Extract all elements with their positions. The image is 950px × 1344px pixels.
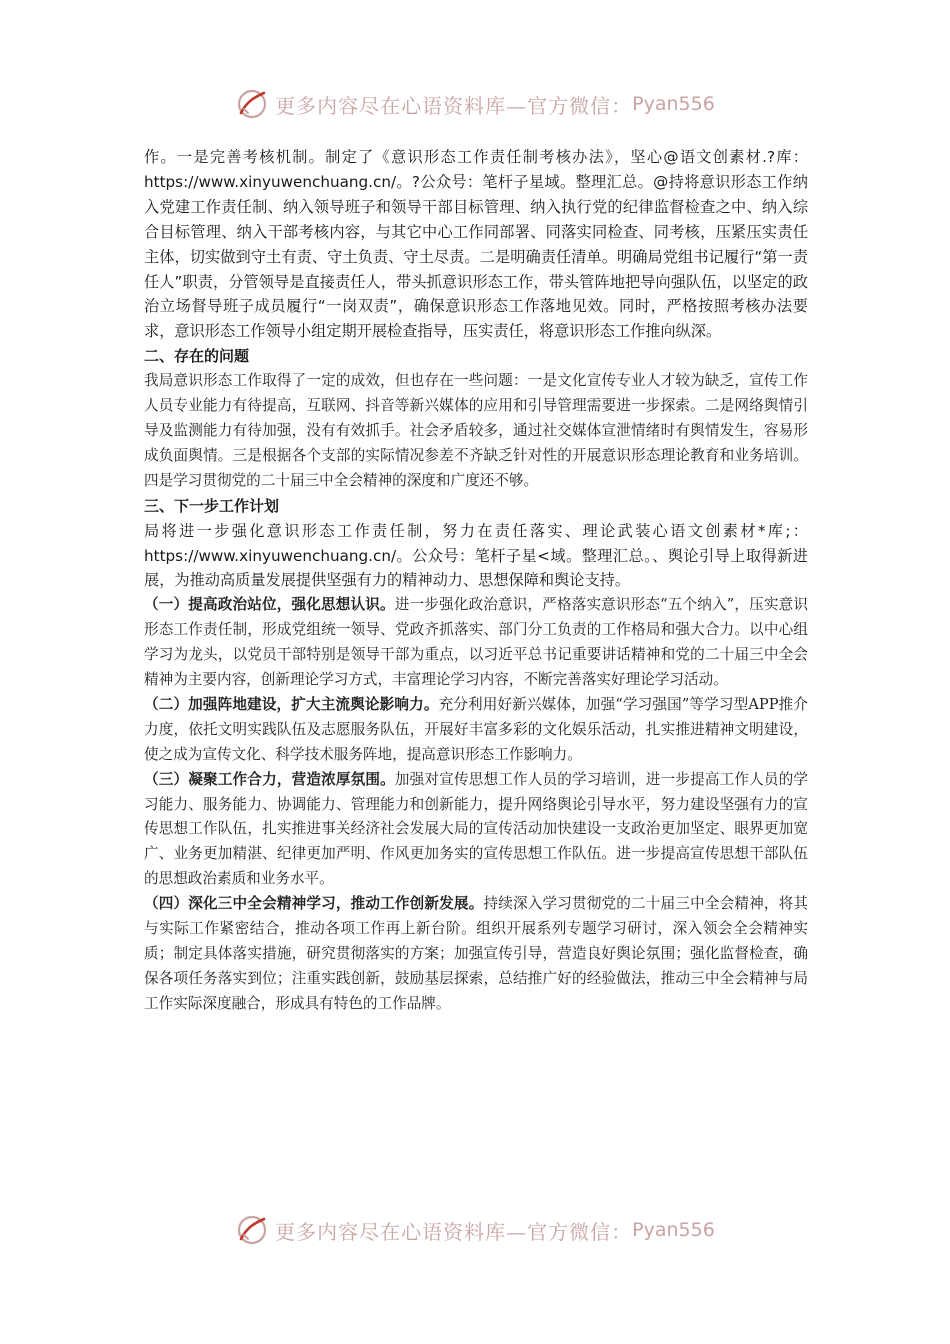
watermark-text: 更多内容尽在心语资料库—官方微信： <box>275 93 633 118</box>
paragraph-responsibility: 作。一是完善考核机制。制定了《意识形态工作责任制考核办法》，坚心@语文创素材.?库：https://www.xinyuwenchuang.cn/。?公众号：笔杆子星域。整理汇总。@持将意识形态工作纳入党建工作责任制、纳入领导班子和领导干部目标管理、纳入执行党的纪律监督检查之中、纳入综合目标管理、纳入干部考核内容，与其它中心工作同部署、同落实同检查、同考核，压紧压实责任主体，切实做到守土有责、守土负责、守土尽责。二是明确责任清单。明确局党组书记履行“第一责任人”职责，分管领导是直接责任人，带头抓意识形态工作，带头管阵地把导向强队伍，以坚定的政治立场督导班子成员履行“一岗双责”，确保意识形态工作落地见效。同时，严格按照考核办法要求，意识形态工作领导小组定期开展检查指导，压实责任，将意识形态工作推向纵深。 <box>144 148 808 341</box>
subsection-political-stance <box>144 593 808 693</box>
subsection-lead: （二）加强阵地建设，扩大主流舆论影响力。 <box>144 695 439 713</box>
subsection-joint-effort <box>144 768 808 893</box>
watermark-wechat-id: Pyan556 <box>632 1219 715 1241</box>
subsection-lead: （一）提高政治站位，强化思想认识。 <box>144 596 395 614</box>
watermark-wechat-id: Pyan556 <box>632 93 715 115</box>
subsection-lead: （三）凝聚工作合力，营造浓厚氛围。 <box>144 770 395 788</box>
paragraph-next-plan: 局将进一步强化意识形态工作责任制，努力在责任落实、理论武装心语文创素材*库;：https://www.xinyuwenchuang.cn/。公众号：笔杆子星<域。整理汇总。、舆论引导上取得新进展，为推动高质量发展提供坚强有力的精神动力、思想保障和舆论支持。 <box>144 521 808 590</box>
section-heading-next-plan: 三、下一步工作计划 <box>144 496 280 515</box>
watermark-banner-top <box>0 84 950 124</box>
pen-swirl-icon <box>235 87 269 121</box>
watermark-text: 更多内容尽在心语资料库—官方微信： <box>275 1219 633 1244</box>
paragraph-problems: 我局意识形态工作取得了一定的成效，但也存在一些问题：一是文化宣传专业人才较为缺乏，宣传工作人员专业能力有待提高，互联网、抖音等新兴媒体的应用和引导管理需要进一步探索。二是网络舆情引导及监测能力有待加强，没有有效抓手。社会矛盾较多，通过社交媒体宣泄情绪时有舆情发生，容易形成负面舆情。三是根据各个支部的实际情况参差不齐缺乏针对性的开展意识形态理论教育和业务培训。四是学习贯彻党的二十届三中全会精神的深度和广度还不够。 <box>144 372 808 489</box>
subsection-body: 加强对宣传思想工作人员的学习培训，进一步提高工作人员的学习能力、服务能力、协调能力、管理能力和创新能力，提升网络舆论引导水平，努力建设坚强有力的宣传思想工作队伍，扎实推进事关经济社会发展大局的宣传活动加快建设一支政治更加坚定、眼界更加宽广、业务更加精湛、纪律更加严明、作风更加务实的宣传思想工作队伍。进一步提高宣传思想干部队伍的思想政治素质和业务水平。 <box>144 770 808 888</box>
section-heading-problems: 二、存在的问题 <box>144 347 250 366</box>
subsection-body: 充分利用好新兴媒体，加强“学习强国”等学习型APP推介力度，依托文明实践队伍及志愿服务队伍，开展好丰富多彩的文化娱乐活动，扎实推进精神文明建设，使之成为宣传文化、科学技术服务阵地，提高意识形态工作影响力。 <box>144 695 808 763</box>
subsection-lead: （四）深化三中全会精神学习，推动工作创新发展。 <box>144 895 484 913</box>
subsection-body: 进一步强化政治意识，严格落实意识形态“五个纳入”，压实意识形态工作责任制，形成党组统一领导、党政齐抓落实、部门分工负责的工作格局和强大合力。以中心组学习为龙头，以党员干部特别是领导干部为重点，以习近平总书记重要讲话精神和党的二十届三中全会精神为主要内容，创新理论学习方式，丰富理论学习内容，不断完善落实好理论学习活动。 <box>144 596 808 689</box>
subsection-position-building <box>144 693 808 768</box>
pen-swirl-icon <box>235 1213 269 1247</box>
subsection-plenum-study <box>144 892 808 1017</box>
watermark-banner-bottom <box>0 1210 950 1250</box>
document-body <box>144 145 808 1017</box>
subsection-body: 持续深入学习贯彻党的二十届三中全会精神，将其与实际工作紧密结合，推动各项工作再上新台阶。组织开展系列专题学习研讨，深入领会全会精神实质；制定具体落实措施，研究贯彻落实的方案；加强宣传引导，营造良好舆论氛围；强化监督检查，确保各项任务落实到位；注重实践创新，鼓励基层探索，总结推广好的经验做法，推动三中全会精神与局工作实际深度融合，形成具有特色的工作品牌。 <box>144 895 808 1012</box>
